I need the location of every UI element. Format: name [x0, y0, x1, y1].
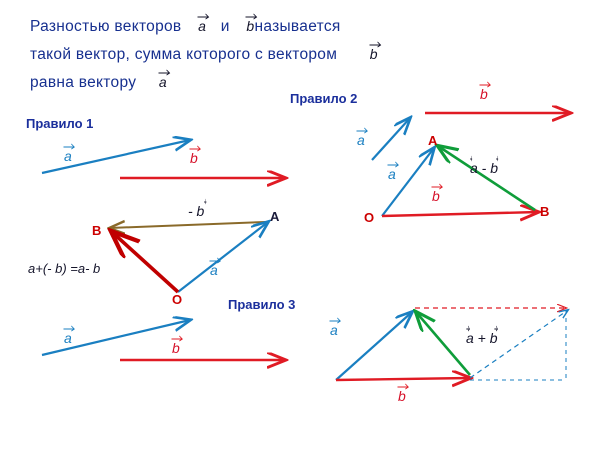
vector-bar-icon [494, 325, 498, 331]
title-vector-b-2-letter: b [369, 46, 378, 62]
vector-bar-icon [356, 127, 368, 133]
rule2-b-free-letter: b [480, 86, 488, 102]
rule2-vector-OB [382, 212, 538, 216]
rule1-b-top-letter: b [190, 150, 198, 166]
rule1-point-A: A [270, 209, 280, 224]
rule2-label-a-side [388, 166, 396, 184]
rule3-a-side-letter: a [330, 322, 338, 338]
rule2-label-b-free [480, 86, 488, 104]
vector-bar-icon [397, 383, 409, 389]
rule2-free-vector-a [372, 118, 410, 160]
rule3-sum-letter: a + b [466, 330, 498, 346]
rule3-label-b-free [172, 340, 180, 358]
vector-bar-icon [63, 143, 75, 149]
vector-bar-icon [197, 13, 209, 19]
rule1-formula-text: a+(- b) =a- b [28, 261, 101, 276]
rule1-vector-a-from-O [178, 222, 268, 292]
vector-bar-icon [470, 155, 472, 161]
rule2-point-B: B [540, 204, 550, 219]
rule3-label-sum [466, 330, 498, 348]
rule1-point-B: B [92, 223, 102, 238]
title-line-2-text: такой вектор, сумма которого с вектором [30, 46, 338, 63]
rule1-a-top-letter: a [64, 148, 72, 164]
rule1-label-a-low [210, 262, 218, 280]
rule3-vector-sum-green [416, 312, 470, 375]
title-vector-b-2 [370, 46, 378, 62]
rule3-vector-a-side [336, 312, 412, 380]
vector-bar-icon [204, 198, 206, 204]
rule3-label-a-free [64, 330, 72, 348]
rule3-a-free-letter: a [64, 330, 72, 346]
rule2-difference-letter: a - b [470, 160, 499, 176]
rule1-label-a-top [64, 148, 72, 166]
vector-bar-icon [171, 335, 183, 341]
vector-bar-icon [431, 183, 443, 189]
title-line-1-part-a: Разностью векторов [30, 18, 182, 35]
vector-bar-icon [479, 81, 491, 87]
title-line-3 [30, 74, 167, 92]
rule2-b-side-letter: b [432, 188, 440, 204]
vector-bar-icon [329, 317, 341, 323]
vector-bar-icon [189, 145, 201, 151]
rule1-point-O: O [172, 292, 183, 307]
rule2-label-a-free [357, 132, 365, 150]
vector-bar-icon [496, 155, 498, 161]
vector-bar-icon [369, 41, 381, 47]
title-line-3-text: равна вектору [30, 74, 137, 91]
rule1-a-low-letter: a [210, 262, 218, 278]
rule2-label-b-side [432, 188, 440, 206]
title-line-1-part-c: называется [254, 18, 341, 35]
rule1-minus-b-letter: - b [188, 203, 205, 219]
rule2-point-O: O [364, 210, 375, 225]
vector-bar-icon [63, 325, 75, 331]
rule1-formula [28, 262, 100, 277]
title-vector-b [246, 18, 254, 34]
rule2-a-side-letter: a [388, 166, 396, 182]
rule2-a-free-letter: a [357, 132, 365, 148]
title-vector-a-2 [159, 74, 167, 90]
vector-bar-icon [387, 161, 399, 167]
title-vector-a [198, 18, 206, 34]
rule3-vector-b-side [336, 378, 470, 380]
title-line-1-part-b: и [220, 18, 230, 35]
rule-3-heading: Правило 3 [228, 297, 296, 312]
rule3-label-a-side [330, 322, 338, 340]
rule1-label-minus-b [188, 203, 204, 221]
rule-2-heading: Правило 2 [290, 91, 358, 106]
rule3-b-side-letter: b [398, 388, 406, 404]
vector-bar-icon [158, 69, 170, 75]
rule3-b-free-letter: b [172, 340, 180, 356]
rule-1-heading: Правило 1 [26, 116, 94, 131]
rule1-label-b-top [190, 150, 198, 168]
title-vector-a-letter: a [198, 18, 207, 34]
title-vector-a-2-letter: a [158, 74, 167, 90]
vector-bar-icon [466, 325, 470, 331]
rule3-label-b-side [398, 388, 406, 406]
title-line-1 [30, 18, 341, 36]
vector-bar-icon [245, 13, 257, 19]
rule2-label-difference [470, 160, 498, 178]
title-line-2 [30, 46, 378, 64]
title-vector-b-letter: b [246, 18, 255, 34]
vector-bar-icon [209, 257, 221, 263]
rule2-point-A: A [428, 133, 438, 148]
rule1-vector-minus-b [110, 222, 265, 228]
